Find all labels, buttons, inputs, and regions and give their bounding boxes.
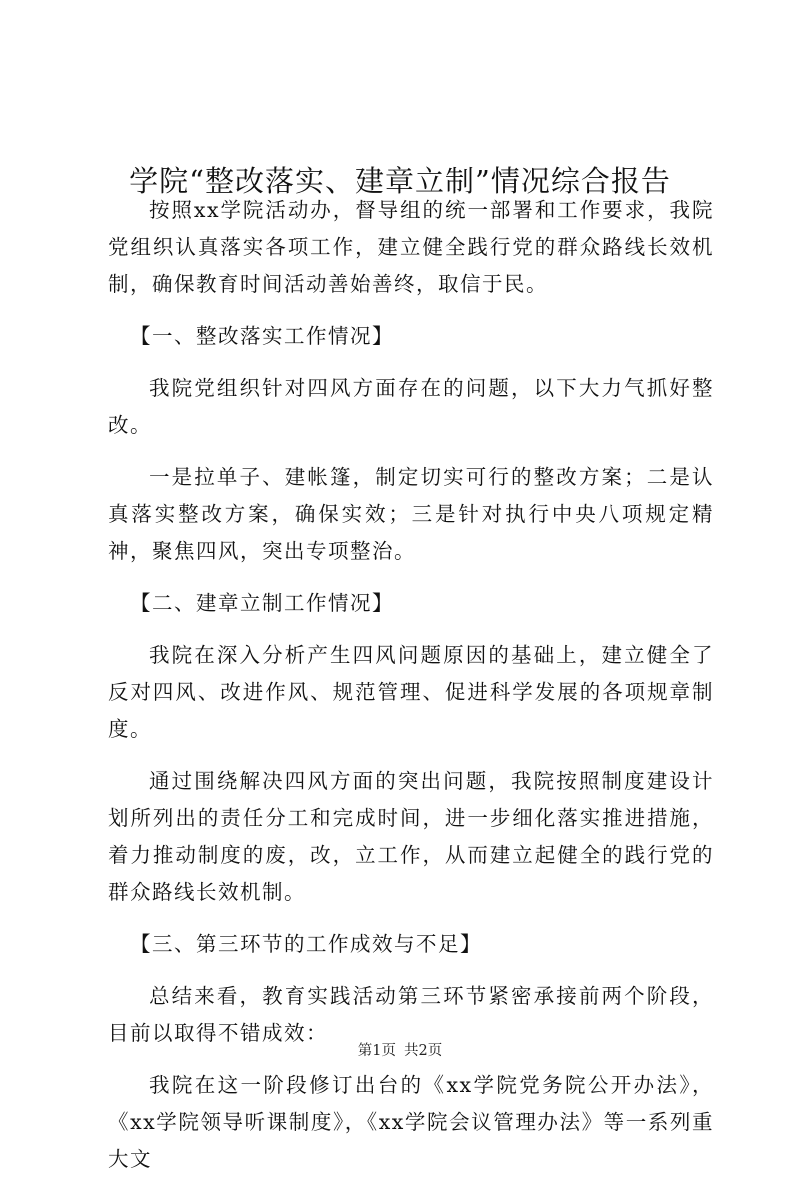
section-heading-2: 【二、建章立制工作情况】: [130, 591, 394, 615]
page-number: 第1页: [357, 1043, 396, 1059]
section-heading-1: 【一、整改落实工作情况】: [130, 324, 394, 348]
page-total: 共2页: [404, 1043, 443, 1059]
paragraph: 我院党组织针对四风方面存在的问题，以下大力气抓好整改。: [108, 376, 714, 437]
section-heading-3: 【三、第三环节的工作成效与不足】: [130, 932, 482, 956]
document-body: [108, 192, 714, 1178]
paragraph: 一是拉单子、建帐篷，制定切实可行的整改方案；二是认真落实整改方案，确保实效；三是针对执行中央八项规定精神，聚焦四风，突出专项整治。: [108, 465, 714, 563]
paragraph: 我院在这一阶段修订出台的《xx学院党务院公开办法》，《xx学院领导听课制度》，《xx学院会议管理办法》等一系列重大文: [108, 1073, 714, 1171]
paragraph-intro: 按照xx学院活动办，督导组的统一部署和工作要求，我院党组织认真落实各项工作，建立健全践行党的群众路线长效机制，确保教育时间活动善始善终，取信于民。: [108, 198, 714, 296]
paragraph: 总结来看，教育实践活动第三环节紧密承接前两个阶段，目前以取得不错成效：: [108, 984, 714, 1045]
page-footer: [0, 1041, 800, 1061]
paragraph: 我院在深入分析产生四风问题原因的基础上，建立健全了反对四风、改进作风、规范管理、促进科学发展的各项规章制度。: [108, 643, 714, 741]
document-title: 学院“整改落实、建章立制”情况综合报告: [129, 164, 671, 199]
paragraph: 通过围绕解决四风方面的突出问题，我院按照制度建设计划所列出的责任分工和完成时间，进一步细化落实推进措施，着力推动制度的废，改，立工作，从而建立起健全的践行党的群众路线长效机制。: [108, 769, 714, 904]
